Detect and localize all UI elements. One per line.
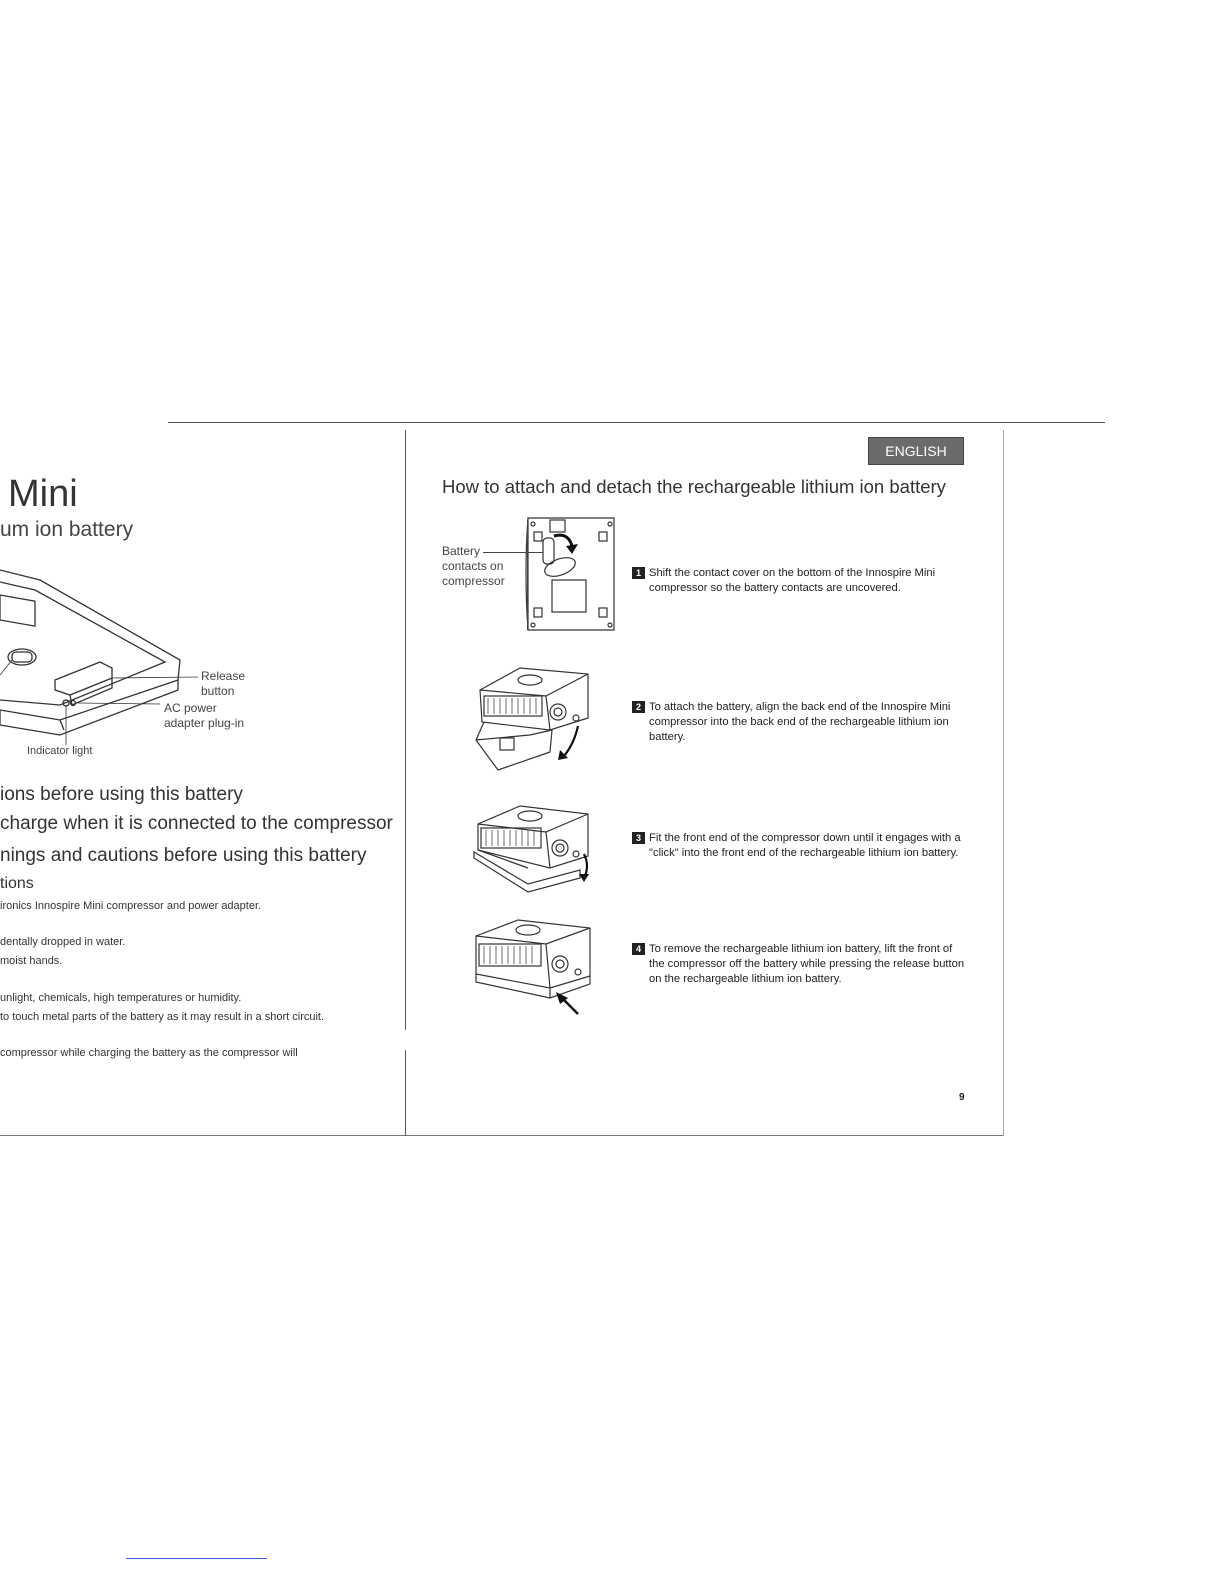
top-rule: [168, 422, 1105, 423]
step-3-number: 3: [632, 832, 645, 844]
left-line-6: compressor while charging the battery as the compressor will: [0, 1047, 298, 1059]
bottom-rule: [0, 1135, 1003, 1136]
left-line-2: dentally dropped in water.: [0, 936, 126, 948]
step-4-text: To remove the rechargeable lithium ion battery, lift the front of the compressor off the battery while pressing the release button on the rechargeable lithium ion battery.: [649, 943, 965, 985]
step-1-number: 1: [632, 567, 645, 579]
indicator-light-label: Indicator light: [27, 745, 93, 757]
left-heading-1: ions before using this battery: [0, 784, 243, 805]
left-page-title: Mini: [8, 473, 78, 515]
step-2-text: To attach the battery, align the back end of the Innospire Mini compressor into the back end of the rechargeable lithium ion battery.: [649, 701, 951, 743]
bottom-link-underline: [126, 1558, 267, 1559]
left-line-5: to touch metal parts of the battery as it may result in a short circuit.: [0, 1011, 325, 1023]
attach-back-illustration: [470, 660, 600, 775]
battery-leader-tick: [527, 520, 528, 630]
ac-power-label: AC power adapter plug-in: [164, 701, 245, 730]
step-4-number: 4: [632, 943, 645, 955]
left-line-3: moist hands.: [0, 955, 63, 967]
step-1-text: Shift the contact cover on the bottom of the Innospire Mini compressor so the battery contacts are uncovered.: [649, 567, 936, 594]
step-2-number: 2: [632, 701, 645, 713]
page-number: 9: [959, 1092, 965, 1103]
step-3-text: Fit the front end of the compressor down until it engages with a "click" into the front end of the rechargeable lithium ion battery.: [649, 832, 961, 859]
left-heading-2: charge when it is connected to the compressor: [0, 813, 393, 834]
spine-line-upper: [405, 430, 406, 1030]
attach-front-illustration: [468, 802, 603, 902]
battery-contacts-label: Battery contacts on compressor: [442, 544, 505, 588]
left-page-subtitle: um ion battery: [0, 518, 134, 541]
left-line-1: ironics Innospire Mini compressor and power adapter.: [0, 900, 262, 912]
right-edge-line: [1003, 430, 1004, 1136]
left-heading-4: tions: [0, 875, 34, 892]
compressor-bottom-illustration: [520, 512, 620, 637]
left-line-4: unlight, chemicals, high temperatures or humidity.: [0, 992, 242, 1004]
page-title: How to attach and detach the rechargeable lithium ion battery: [442, 476, 946, 497]
language-badge: ENGLISH: [868, 437, 964, 465]
release-button-label: Release button: [201, 669, 246, 698]
remove-battery-illustration: [470, 918, 600, 1018]
spine-line-lower: [405, 1050, 406, 1136]
left-heading-3: nings and cautions before using this battery: [0, 845, 367, 866]
